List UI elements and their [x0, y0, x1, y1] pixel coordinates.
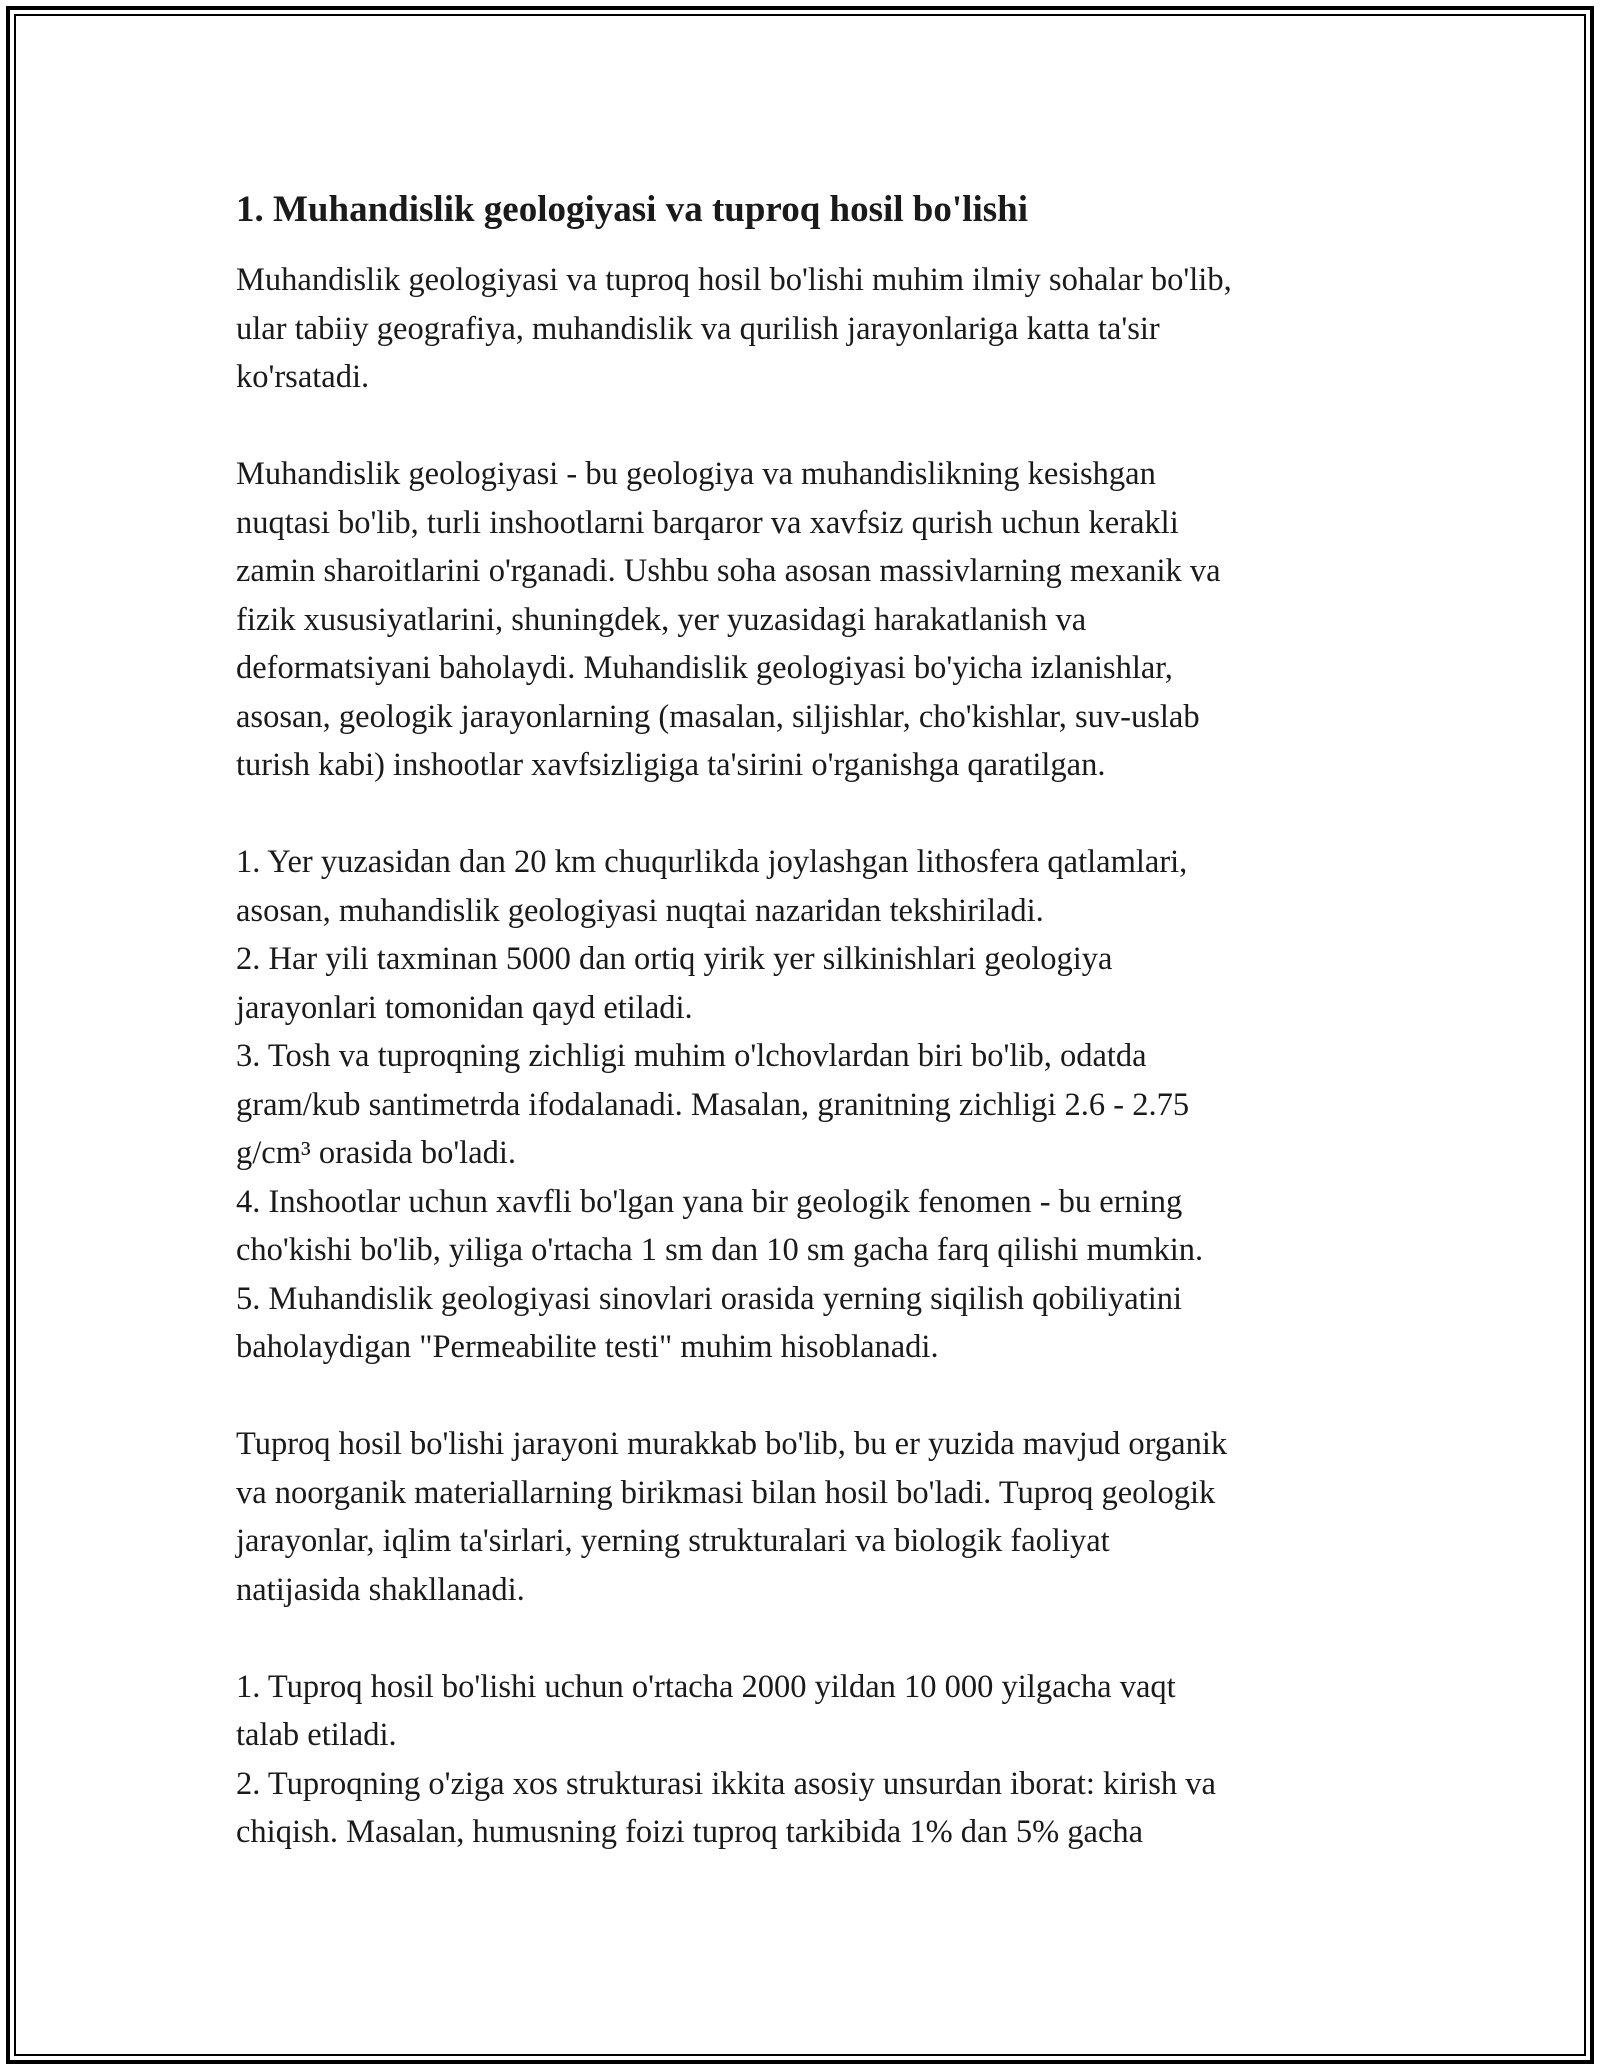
intro-paragraph [236, 256, 1386, 402]
list-item-line: asosan, muhandislik geologiyasi nuqtai nazaridan tekshiriladi. [236, 892, 1044, 929]
text-line: ko'rsatadi. [236, 359, 370, 395]
list-item-line: baholaydigan "Permeabilite testi" muhim hisoblanadi. [236, 1329, 939, 1365]
paragraph-gap [236, 1372, 1386, 1421]
soil-facts-list [236, 1663, 1386, 1857]
list-item-line: cho'kishi bo'lib, yiliga o'rtacha 1 sm dan 10 sm gacha farq qilishi mumkin. [236, 1232, 1204, 1268]
list-item-line: 1. Yer yuzasidan dan 20 km chuqurlikda joylashgan lithosfera qatlamlari, [236, 844, 1188, 880]
text-line: asosan, geologik jarayonlarning (masalan, siljishlar, cho'kishlar, suv-uslab [236, 698, 1200, 735]
text-line: Tuproq hosil bo'lishi jarayoni murakkab bo'lib, bu er yuzida mavjud organik [236, 1426, 1228, 1462]
text-line: Muhandislik geologiyasi va tuproq hosil bo'lishi muhim ilmiy sohalar bo'lib, [236, 262, 1232, 298]
text-line: zamin sharoitlarini o'rganadi. Ushbu soha asosan massivlarning mexanik va [236, 553, 1221, 589]
list-item-line: gram/kub santimetrda ifodalanadi. Masalan, granitning zichligi 2.6 - 2.75 [236, 1086, 1190, 1123]
text-line: turish kabi) inshootlar xavfsizligiga ta'sirini o'rganishga qaratilgan. [236, 747, 1106, 783]
section-heading: 1. Muhandislik geologiyasi va tuproq hosil bo'lishi [236, 189, 1028, 230]
paragraph-gap [236, 402, 1386, 451]
list-item-line: 4. Inshootlar uchun xavfli bo'lgan yana bir geologik fenomen - bu erning [236, 1183, 1183, 1220]
geology-paragraph [236, 450, 1386, 790]
paragraph-gap [236, 790, 1386, 839]
text-line: deformatsiyani baholaydi. Muhandislik geologiyasi bo'yicha izlanishlar, [236, 650, 1173, 686]
text-line: jarayonlar, iqlim ta'sirlari, yerning strukturalari va biologik faoliyat [236, 1523, 1110, 1559]
paragraph-gap [236, 1614, 1386, 1663]
list-item-line: 2. Har yili taxminan 5000 dan ortiq yirik yer silkinishlari geologiya [236, 941, 1113, 977]
text-line: va noorganik materiallarning birikmasi bilan hosil bo'ladi. Tuproq geologik [236, 1474, 1216, 1511]
list-item-line: 1. Tuproq hosil bo'lishi uchun o'rtacha 2000 yildan 10 000 yilgacha vaqt [236, 1668, 1176, 1705]
text-line: natijasida shakllanadi. [236, 1571, 525, 1608]
geology-facts-list [236, 838, 1386, 1372]
list-item-line: 3. Tosh va tuproqning zichligi muhim o'lchovlardan biri bo'lib, odatda [236, 1038, 1147, 1074]
document-body [236, 186, 1386, 1857]
text-line: Muhandislik geologiyasi - bu geologiya va muhandislikning kesishgan [236, 456, 1156, 492]
list-item-line: chiqish. Masalan, humusning foizi tuproq tarkibida 1% dan 5% gacha [236, 1814, 1144, 1850]
list-item-line: talab etiladi. [236, 1717, 397, 1753]
text-line: ular tabiiy geografiya, muhandislik va qurilish jarayonlariga katta ta'sir [236, 310, 1160, 347]
text-line: fizik xususiyatlarini, shuningdek, yer yuzasidagi harakatlanish va [236, 601, 1087, 638]
list-item-line: 5. Muhandislik geologiyasi sinovlari orasida yerning siqilish qobiliyatini [236, 1280, 1183, 1317]
soil-paragraph [236, 1420, 1386, 1614]
list-item-line: g/cm³ orasida bo'ladi. [236, 1135, 517, 1171]
list-item-line: jarayonlari tomonidan qayd etiladi. [236, 989, 693, 1026]
text-line: nuqtasi bo'lib, turli inshootlarni barqaror va xavfsiz qurish uchun kerakli [236, 504, 1179, 541]
list-item-line: 2. Tuproqning o'ziga xos strukturasi ikkita asosiy unsurdan iborat: kirish va [236, 1765, 1216, 1802]
